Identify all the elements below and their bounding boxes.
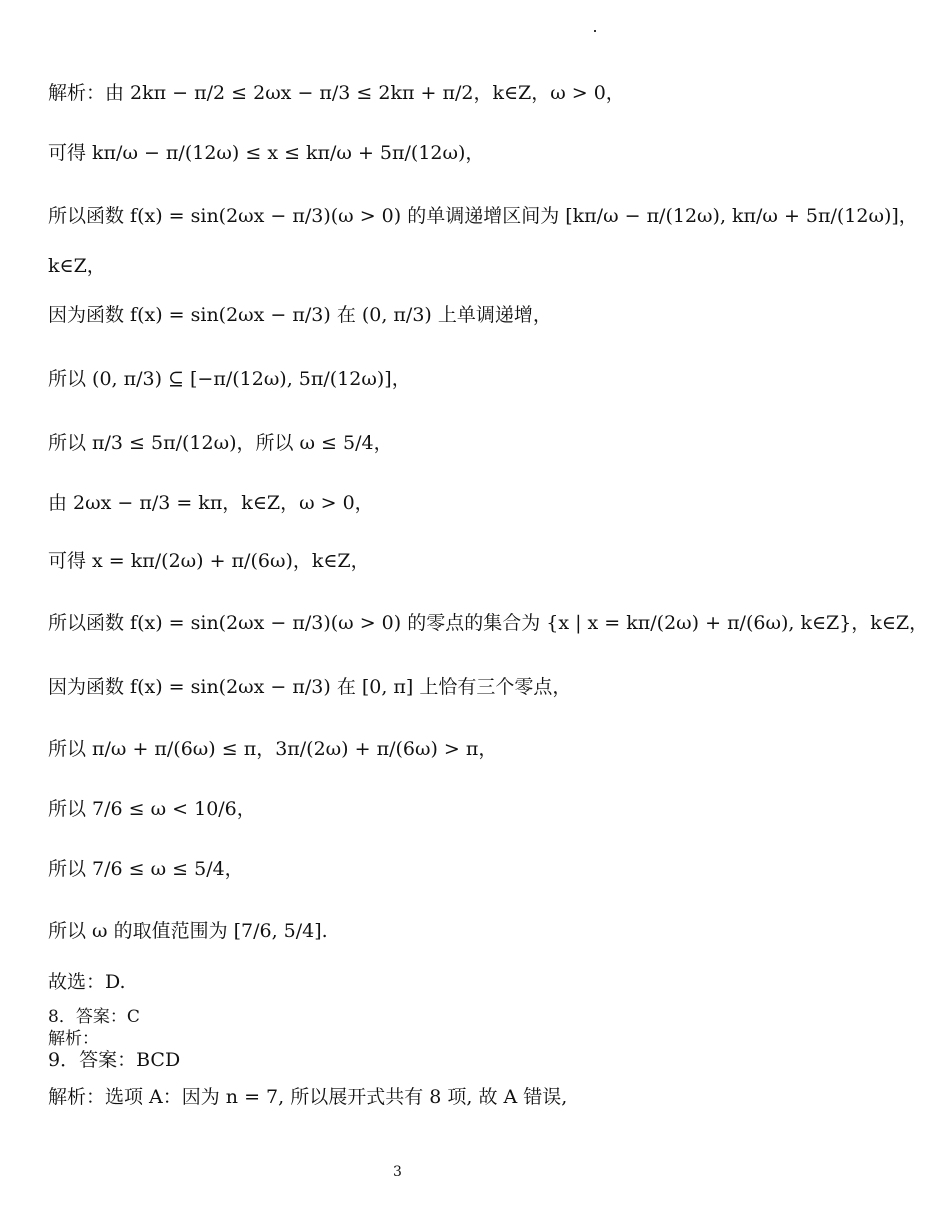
solution-line: k∈Z， [48, 254, 106, 277]
solution-line: 所以函数 f(x) = sin(2ωx − π/3)(ω > 0) 的单调递增区间为 [kπ/ω − π/(12ω), kπ/ω + 5π/(12ω)]， [48, 204, 918, 227]
page-number: 3 [393, 1164, 402, 1180]
solution-line: 所以 7/6 ≤ ω < 10/6， [48, 797, 256, 820]
solution-line: 因为函数 f(x) = sin(2ωx − π/3) 在 (0, π/3) 上单调递增， [48, 303, 552, 326]
solution-line: 解析：由 2kπ − π/2 ≤ 2ωx − π/3 ≤ 2kπ + π/2，k∈Z，ω > 0， [48, 81, 625, 104]
solution-line: 所以 π/ω + π/(6ω) ≤ π，3π/(2ω) + π/(6ω) > π， [48, 737, 498, 760]
solution-line: 因为函数 f(x) = sin(2ωx − π/3) 在 [0, π] 上恰有三个零点， [48, 675, 572, 698]
solution-line: 解析： [48, 1028, 99, 1049]
solution-line: 所以 ω 的取值范围为 [7/6, 5/4]. [48, 919, 328, 942]
answer-line: 8．答案：C [48, 1006, 140, 1027]
solution-line: 所以 (0, π/3) ⊆ [−π/(12ω), 5π/(12ω)]， [48, 367, 411, 390]
stray-dot [594, 30, 596, 32]
solution-line: 所以 π/3 ≤ 5π/(12ω)，所以 ω ≤ 5/4， [48, 431, 393, 454]
solution-line: 由 2ωx − π/3 = kπ，k∈Z，ω > 0， [48, 491, 374, 514]
solution-line: 解析：选项 A：因为 n = 7, 所以展开式共有 8 项, 故 A 错误, [48, 1085, 568, 1108]
solution-line: 所以 7/6 ≤ ω ≤ 5/4， [48, 857, 244, 880]
solution-line: 可得 kπ/ω − π/(12ω) ≤ x ≤ kπ/ω + 5π/(12ω)， [48, 141, 485, 164]
solution-line: 所以函数 f(x) = sin(2ωx − π/3)(ω > 0) 的零点的集合为 {x | x = kπ/(2ω) + π/(6ω), k∈Z}，k∈Z， [48, 611, 928, 634]
solution-line: 可得 x = kπ/(2ω) + π/(6ω)，k∈Z， [48, 549, 370, 572]
solution-line: 故选：D. [48, 970, 126, 993]
answer-line: 9．答案：BCD [48, 1048, 181, 1071]
